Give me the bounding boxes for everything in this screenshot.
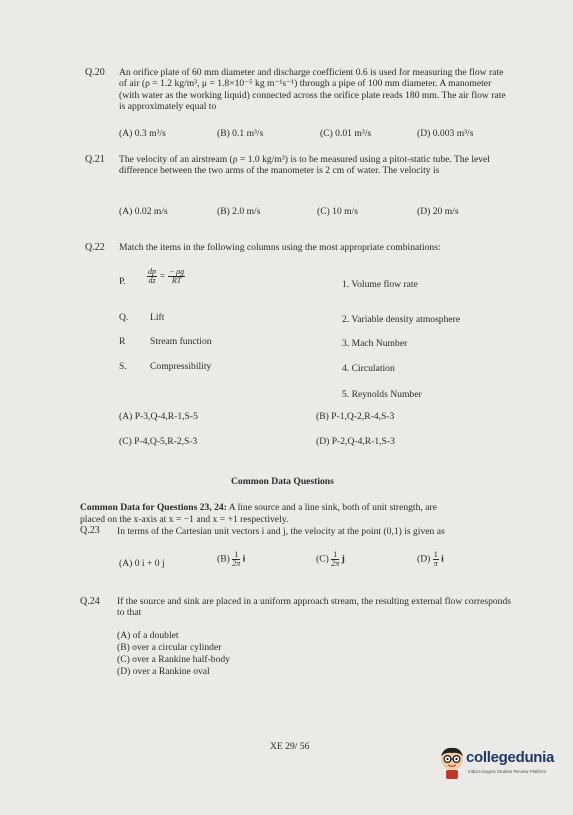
page-number: XE 29/ 56 [270, 741, 310, 752]
common-data-line1: Common Data for Questions 23, 24: A line source and a line sink, both of unit strength, are [80, 502, 437, 513]
q24-number: Q.24 [80, 596, 100, 607]
common-data-line2: placed on the x-axis at x = −1 and x = +1 respectively. [80, 514, 289, 525]
q24-option-a[interactable]: (A) of a doublet [117, 630, 179, 641]
q22-number: Q.22 [85, 242, 105, 253]
logo-tagline: India's largest Student Review Platform [468, 769, 547, 774]
q23-c-frac: $\frac{1}{2\pi}$ [331, 550, 340, 568]
q23-text: In terms of the Cartesian unit vectors i and j, the velocity at the point (0,1) is given as [117, 526, 445, 537]
q24-option-c[interactable]: (C) over a Rankine half-body [117, 654, 230, 665]
q22-left-s-text: Compressibility [150, 361, 212, 372]
q23-option-b[interactable]: (B) $\frac{1}{2\pi}$ i [217, 550, 246, 568]
q22-left-r-label: R [119, 336, 126, 347]
q22-right-5: 5. Reynolds Number [342, 389, 422, 400]
q24-option-b[interactable]: (B) over a circular cylinder [117, 642, 222, 653]
q22-option-d[interactable]: (D) P-2,Q-4,R-1,S-3 [316, 436, 395, 447]
q23-option-c[interactable]: (C) $\frac{1}{2\pi}$ j [316, 550, 345, 568]
q23-option-d[interactable]: (D) $\frac{1}{\pi}$ i [417, 550, 444, 568]
q22-p-frac-right: $\frac{- \rho g}{RT}$ [168, 267, 185, 285]
collegedunia-logo [438, 746, 568, 790]
q22-right-1: 1. Volume flow rate [342, 279, 418, 290]
q21-text: The velocity of an airstream (ρ = 1.0 kg/m³) is to be measured using a pitot-static tube. The level difference between the two arms of the manometer is 2 cm of water. The velocity is [119, 154, 490, 177]
q22-option-b[interactable]: (B) P-1,Q-2,R-4,S-3 [316, 411, 395, 422]
q21-option-d[interactable]: (D) 20 m/s [417, 206, 459, 217]
q23-b-frac: $\frac{1}{2\pi}$ [232, 550, 241, 568]
q24-text: If the source and sink are placed in a uniform approach stream, the resulting external flow corresponds to that [117, 596, 511, 619]
q22-p-frac-left: $\frac{dp}{dz}$ [148, 267, 156, 285]
q22-left-q-text: Lift [150, 312, 165, 323]
q20-number: Q.20 [85, 67, 105, 78]
q22-option-c[interactable]: (C) P-4,Q-5,R-2,S-3 [119, 436, 198, 447]
logo-wordmark: collegedunia [466, 749, 555, 766]
q22-p-equation: $\frac{dp}{dz}$ = $\frac{- \rho g}{RT}$ [148, 267, 185, 285]
q22-right-2: 2. Variable density atmosphere [342, 314, 461, 325]
q22-left-s-label: S. [119, 361, 127, 372]
q20-option-a[interactable]: (A) 0.3 m³/s [119, 128, 166, 139]
q23-d-frac: $\frac{1}{\pi}$ [433, 550, 438, 568]
q23-option-a[interactable]: (A) 0 i + 0 j [119, 558, 165, 569]
q20-option-d[interactable]: (D) 0.003 m³/s [417, 128, 474, 139]
q22-right-3: 3. Mach Number [342, 338, 408, 349]
q21-number: Q.21 [85, 154, 105, 165]
q22-left-q-label: Q. [119, 312, 129, 323]
q20-option-c[interactable]: (C) 0.01 m³/s [320, 128, 372, 139]
q22-right-4: 4. Circulation [342, 363, 395, 374]
q21-option-c[interactable]: (C) 10 m/s [317, 206, 359, 217]
q22-text: Match the items in the following columns using the most appropriate combinations: [119, 242, 441, 253]
q22-left-p-label: P. [119, 276, 126, 287]
q23-number: Q.23 [80, 525, 100, 536]
q22-option-a[interactable]: (A) P-3,Q-4,R-1,S-5 [119, 411, 198, 422]
q21-option-b[interactable]: (B) 2.0 m/s [217, 206, 261, 217]
q20-text: An orifice plate of 60 mm diameter and discharge coefficient 0.6 is used for measuring the flow rate of air (ρ = 1.2 kg/m³, μ = 1.8×10⁻⁵ kg m⁻¹s⁻¹) through a pipe of 100 mm diameter. A manometer (with water as the working liquid) connected across the orifice plate reads 180 mm. The air flow rate is approximately equal to [119, 67, 506, 113]
common-data-heading: Common Data Questions [231, 476, 334, 487]
q24-option-d[interactable]: (D) over a Rankine oval [117, 666, 210, 677]
q22-left-r-text: Stream function [150, 336, 212, 347]
q21-option-a[interactable]: (A) 0.02 m/s [119, 206, 168, 217]
q20-option-b[interactable]: (B) 0.1 m³/s [217, 128, 264, 139]
mascot-icon [438, 746, 466, 780]
